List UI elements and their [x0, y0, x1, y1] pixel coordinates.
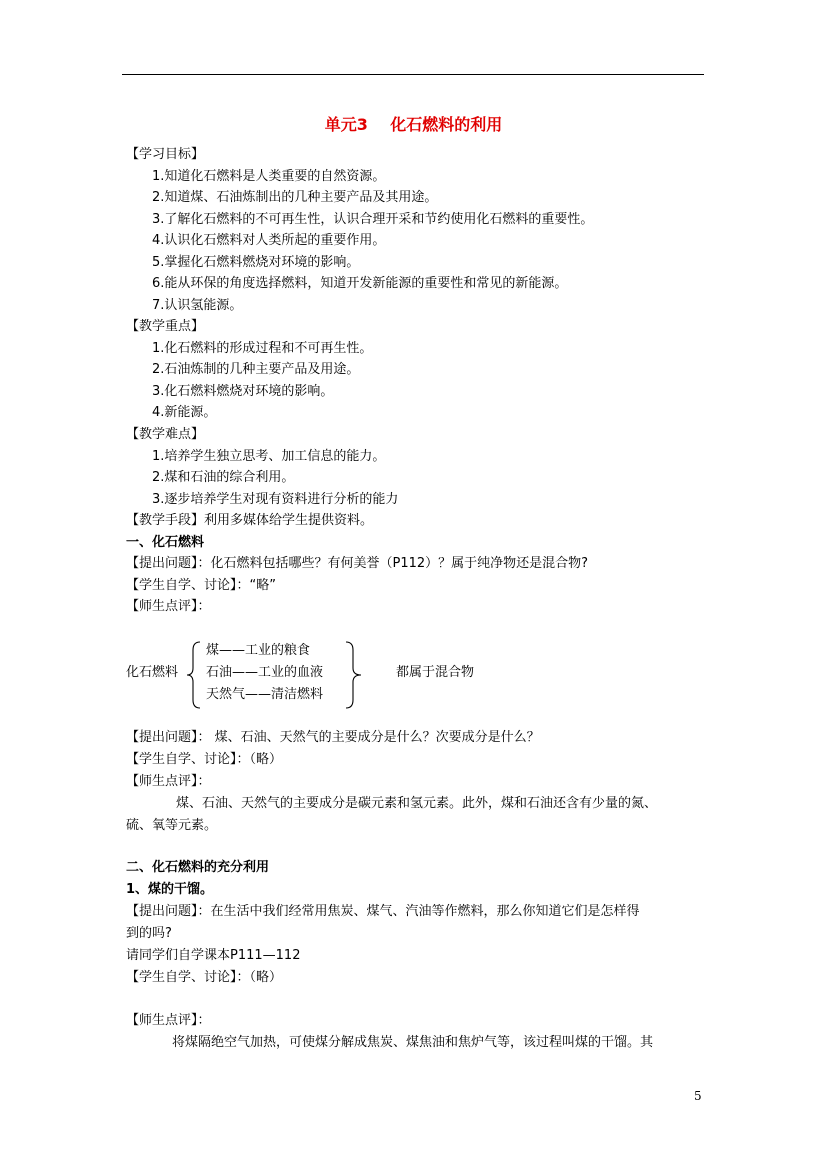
section1-question1: 【提出问题】：化石燃料包括哪些？有何美誉（P112）？属于纯净物还是混合物?	[126, 556, 589, 571]
section1-self-study2: 【学生自学、讨论】：（略）	[126, 752, 283, 767]
section2-heading: 二、化石燃料的充分利用	[126, 860, 270, 875]
section2-comment: 【师生点评】：	[126, 1013, 211, 1028]
page-number: 5	[694, 1089, 702, 1103]
key-point-item: 1.化石燃料的形成过程和不可再生性。	[152, 341, 373, 356]
diagram-branch: 石油——工业的血液	[206, 665, 324, 680]
key-point-item: 4.新能源。	[152, 405, 217, 420]
difficulty-item: 2.煤和石油的综合利用。	[152, 470, 295, 485]
diagram-branch: 天然气——清洁燃料	[206, 687, 324, 702]
difficulty-item: 3.逐步培养学生对现有资料进行分析的能力	[152, 492, 399, 507]
diagram-root: 化石燃料	[126, 665, 179, 680]
section2-read-instruction: 请同学们自学课本P111—112	[126, 948, 301, 963]
section1-answer-line2: 硫、氧等元素。	[126, 818, 218, 833]
objective-item: 1.知道化石燃料是人类重要的自然资源。	[152, 169, 386, 184]
objective-item: 2.知道煤、石油炼制出的几种主要产品及其用途。	[152, 190, 438, 205]
section1-heading: 一、化石燃料	[126, 535, 205, 550]
section2-question-line2: 到的吗?	[126, 926, 172, 941]
right-brace	[342, 640, 366, 710]
objective-item: 4.认识化石燃料对人类所起的重要作用。	[152, 233, 386, 248]
objective-item: 6.能从环保的角度选择燃料，知道开发新能源的重要性和常见的新能源。	[152, 276, 568, 291]
header-rule	[122, 74, 704, 75]
objective-item: 3.了解化石燃料的不可再生性，认识合理开采和节约使用化石燃料的重要性。	[152, 212, 594, 227]
section2-subheading: 1、煤的干馏。	[126, 882, 214, 897]
key-point-item: 3.化石燃料燃烧对环境的影响。	[152, 384, 334, 399]
page-title: 单元3 化石燃料的利用	[324, 115, 503, 134]
key-point-item: 2.石油炼制的几种主要产品及用途。	[152, 362, 360, 377]
section1-question2: 【提出问题】： 煤、石油、天然气的主要成分是什么？次要成分是什么？	[126, 730, 540, 745]
section2-question-line1: 【提出问题】：在生活中我们经常用焦炭、煤气、汽油等作燃料，那么你知道它们是怎样得	[126, 904, 640, 919]
section1-comment1: 【师生点评】：	[126, 599, 211, 614]
section2-answer: 将煤隔绝空气加热，可使煤分解成焦炭、煤焦油和焦炉气等，该过程叫煤的干馏。其	[172, 1035, 654, 1050]
teaching-means: 【教学手段】利用多媒体给学生提供资料。	[126, 513, 374, 528]
objective-item: 5.掌握化石燃料燃烧对环境的影响。	[152, 255, 360, 270]
section1-answer-line1: 煤、石油、天然气的主要成分是碳元素和氢元素。此外，煤和石油还含有少量的氮、	[176, 796, 658, 811]
diagram-branch: 煤——工业的粮食	[206, 643, 311, 658]
section2-self-study: 【学生自学、讨论】：（略）	[126, 970, 283, 985]
difficulties-header: 【教学难点】	[126, 427, 205, 442]
objective-item: 7.认识氢能源。	[152, 298, 243, 313]
key-points-header: 【教学重点】	[126, 319, 205, 334]
objectives-header: 【学习目标】	[126, 147, 205, 162]
difficulty-item: 1.培养学生独立思考、加工信息的能力。	[152, 449, 386, 464]
section1-self-study1: 【学生自学、讨论】：“略”	[126, 578, 276, 593]
left-brace	[184, 640, 204, 710]
diagram-conclusion: 都属于混合物	[396, 665, 475, 680]
section1-comment2: 【师生点评】：	[126, 774, 211, 789]
